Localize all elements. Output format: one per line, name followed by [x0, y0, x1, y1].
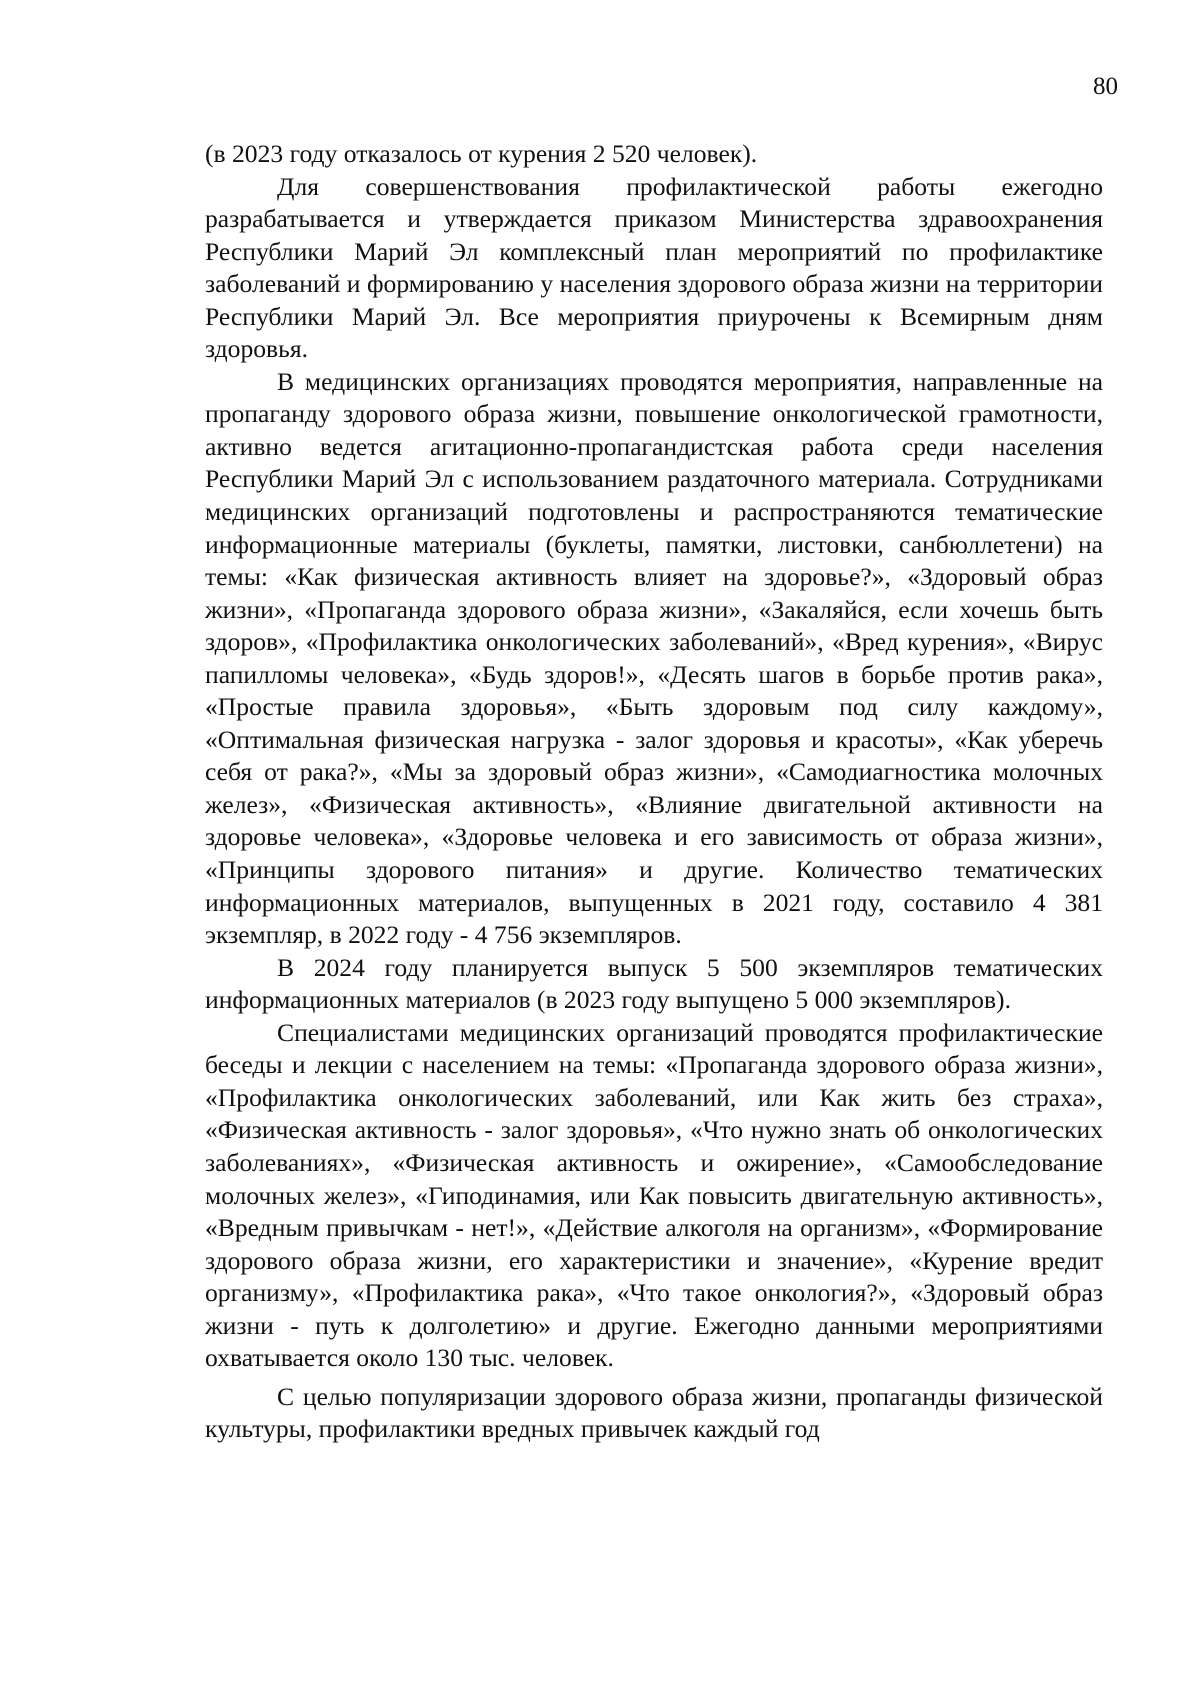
paragraph-lectures: Специалистами медицинских организаций проводятся профилактические беседы и лекции с населением на темы: «Пропаганда здорового образа жизни», «Профилактика онкологических заболеваний, или Как жить без страха», «Физическая активность - залог здоровья», «Что нужно знать об онкологических заболеваниях», «Физическая активность и ожирение», «Самообследование молочных желез», «Гиподинамия, или Как повысить двигательную активность», «Вредным привычкам - нет!», «Действие алкоголя на организм», «Формирование здорового образа жизни, его характеристики и значение», «Курение вредит организму», «Профилактика рака», «Что такое онкология?», «Здоровый образ жизни - путь к долголетию» и другие. Ежегодно данными мероприятиями охватывается около 130 тыс. человек. [205, 1017, 1103, 1373]
paragraph-2024-plan: В 2024 году планируется выпуск 5 500 экземпляров тематических информационных материалов (в 2023 году выпущено 5 000 экземпляров). [205, 952, 1103, 1015]
paragraph-continuation: (в 2023 году отказалось от курения 2 520 человек). [205, 139, 758, 168]
paragraph-information-materials: В медицинских организациях проводятся мероприятия, направленные на пропаганду здорового образа жизни, повышение онкологической грамотности, активно ведется агитационно-пропагандистская работа среди населения Республики Марий Эл с использованием раздаточного материала. Сотрудниками медицинских организаций подготовлены и распространяются тематические информационные материалы (буклеты, памятки, листовки, санбюллетени) на темы: «Как физическая активность влияет на здоровье?», «Здоровый образ жизни», «Пропаганда здорового образа жизни», «Закаляйся, если хочешь быть здоров», «Профилактика онкологических заболеваний», «Вред курения», «Вирус папилломы человека», «Будь здоров!», «Десять шагов в борьбе против рака», «Простые правила здоровья», «Быть здоровым под силу каждому», «Оптимальная физическая нагрузка - залог здоровья и красоты», «Как уберечь себя от рака?», «Мы за здоровый образ жизни», «Самодиагностика молочных желез», «Физическая активность», «Влияние двигательной активности на здоровье человека», «Здоровье человека и его зависимость от образа жизни», «Принципы здорового питания» и другие. Количество тематических информационных материалов, выпущенных в 2021 году, составило 4 381 экземпляр, в 2022 году - 4 756 экземпляров. [205, 366, 1103, 950]
page-number: 80 [1093, 73, 1118, 100]
paragraph-popularization: С целью популяризации здорового образа жизни, пропаганды физической культуры, профилактики вредных привычек каждый год [205, 1381, 1103, 1444]
document-body [205, 138, 1103, 1446]
paragraph-prevention-plan: Для совершенствования профилактической работы ежегодно разрабатывается и утверждается приказом Министерства здравоохранения Республики Марий Эл комплексный план мероприятий по профилактике заболеваний и формированию у населения здорового образа жизни на территории Республики Марий Эл. Все мероприятия приурочены к Всемирным дням здоровья. [205, 171, 1103, 364]
